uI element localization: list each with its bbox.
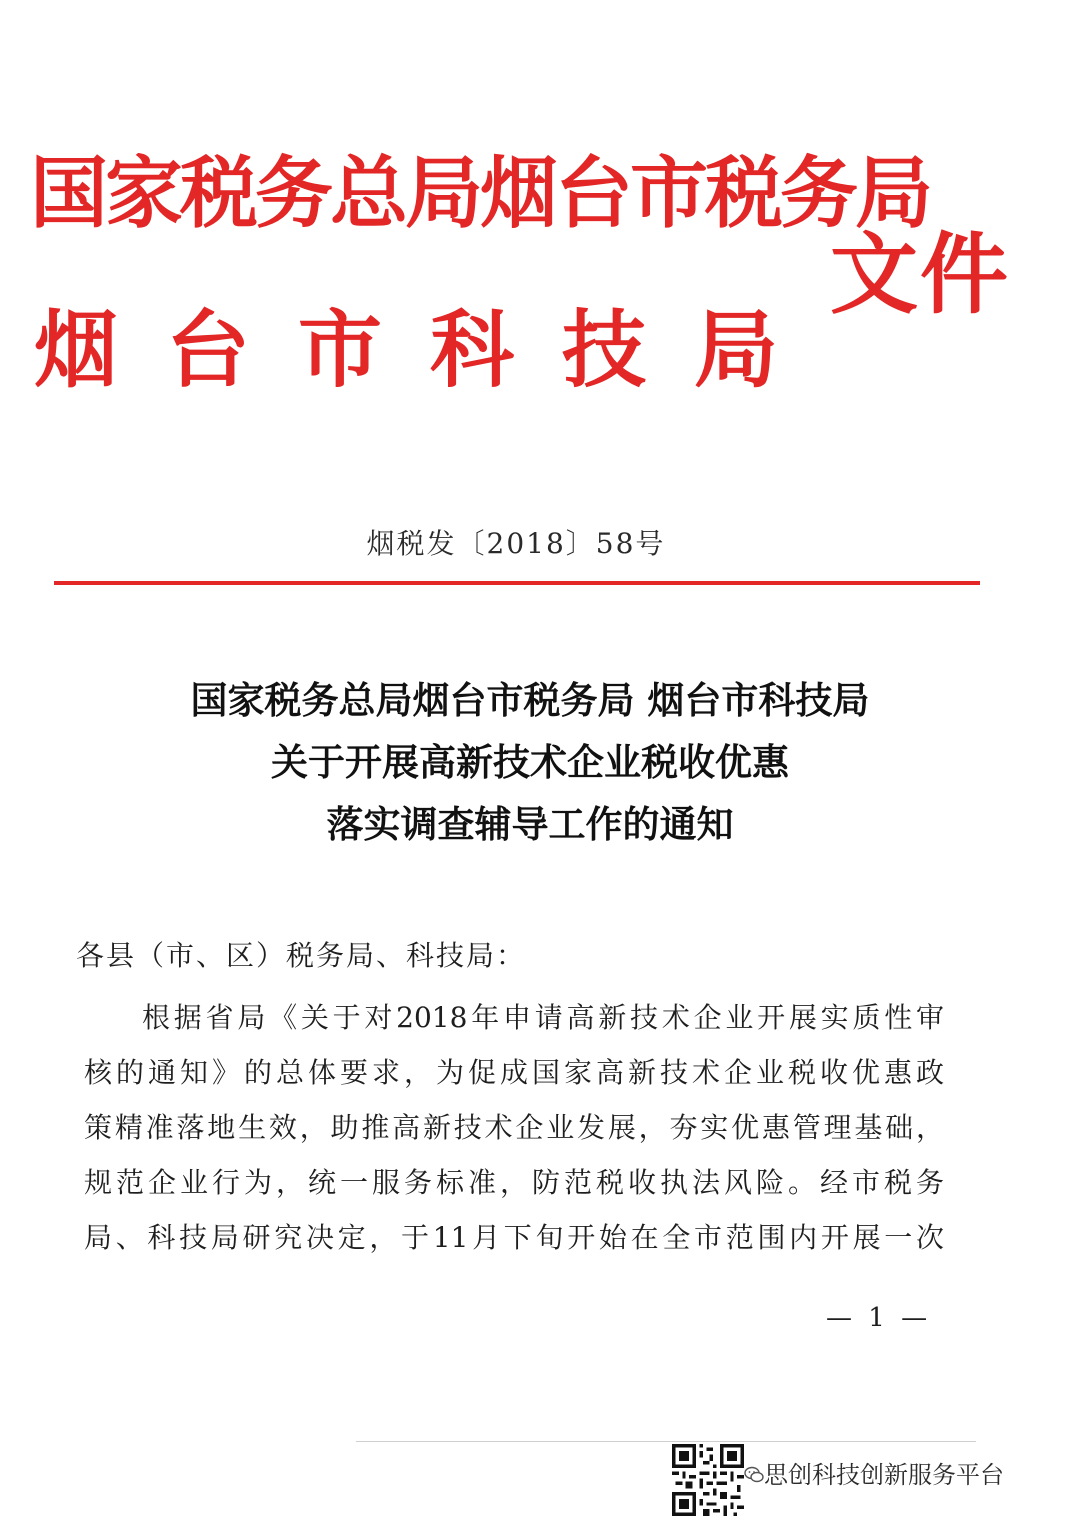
- watermark-text: 思创科技创新服务平台: [764, 1461, 1004, 1489]
- document-number: 烟税发〔2018〕58号: [366, 527, 666, 560]
- red-divider-rule: [54, 581, 980, 585]
- title-line-2: 关于开展高新技术企业税收优惠: [271, 741, 789, 784]
- issuer-line-tax-bureau: 国家税务总局烟台市税务局: [30, 149, 931, 239]
- body-paragraph: [84, 990, 944, 1265]
- body-line: 局、科技局研究决定，于11月下旬开始在全市范围内开展一次: [84, 1221, 944, 1254]
- title-line-1: 国家税务总局烟台市税务局 烟台市科技局: [190, 679, 870, 722]
- page-number: — 1 —: [826, 1303, 932, 1333]
- title-line-3: 落实调查辅导工作的通知: [326, 803, 734, 846]
- wechat-icon: [744, 1466, 764, 1484]
- body-line: 根据省局《关于对2018年申请高新技术企业开展实质性审: [142, 1001, 944, 1034]
- issuer-line-science-bureau: 烟台市科技局: [34, 301, 827, 399]
- body-line: 策精准落地生效，助推高新技术企业发展，夯实优惠管理基础，: [84, 1111, 944, 1144]
- footer-divider: [356, 1441, 976, 1442]
- salutation: 各县（市、区）税务局、科技局：: [76, 939, 527, 972]
- issuer-suffix-document: 文件: [830, 223, 1011, 326]
- body-line: 核的通知》的总体要求，为促成国家高新技术企业税收优惠政: [84, 1056, 944, 1089]
- qr-code-icon[interactable]: [672, 1444, 744, 1516]
- document-title: [40, 670, 1020, 856]
- body-line: 规范企业行为，统一服务标准，防范税收执法风险。经市税务: [84, 1166, 944, 1199]
